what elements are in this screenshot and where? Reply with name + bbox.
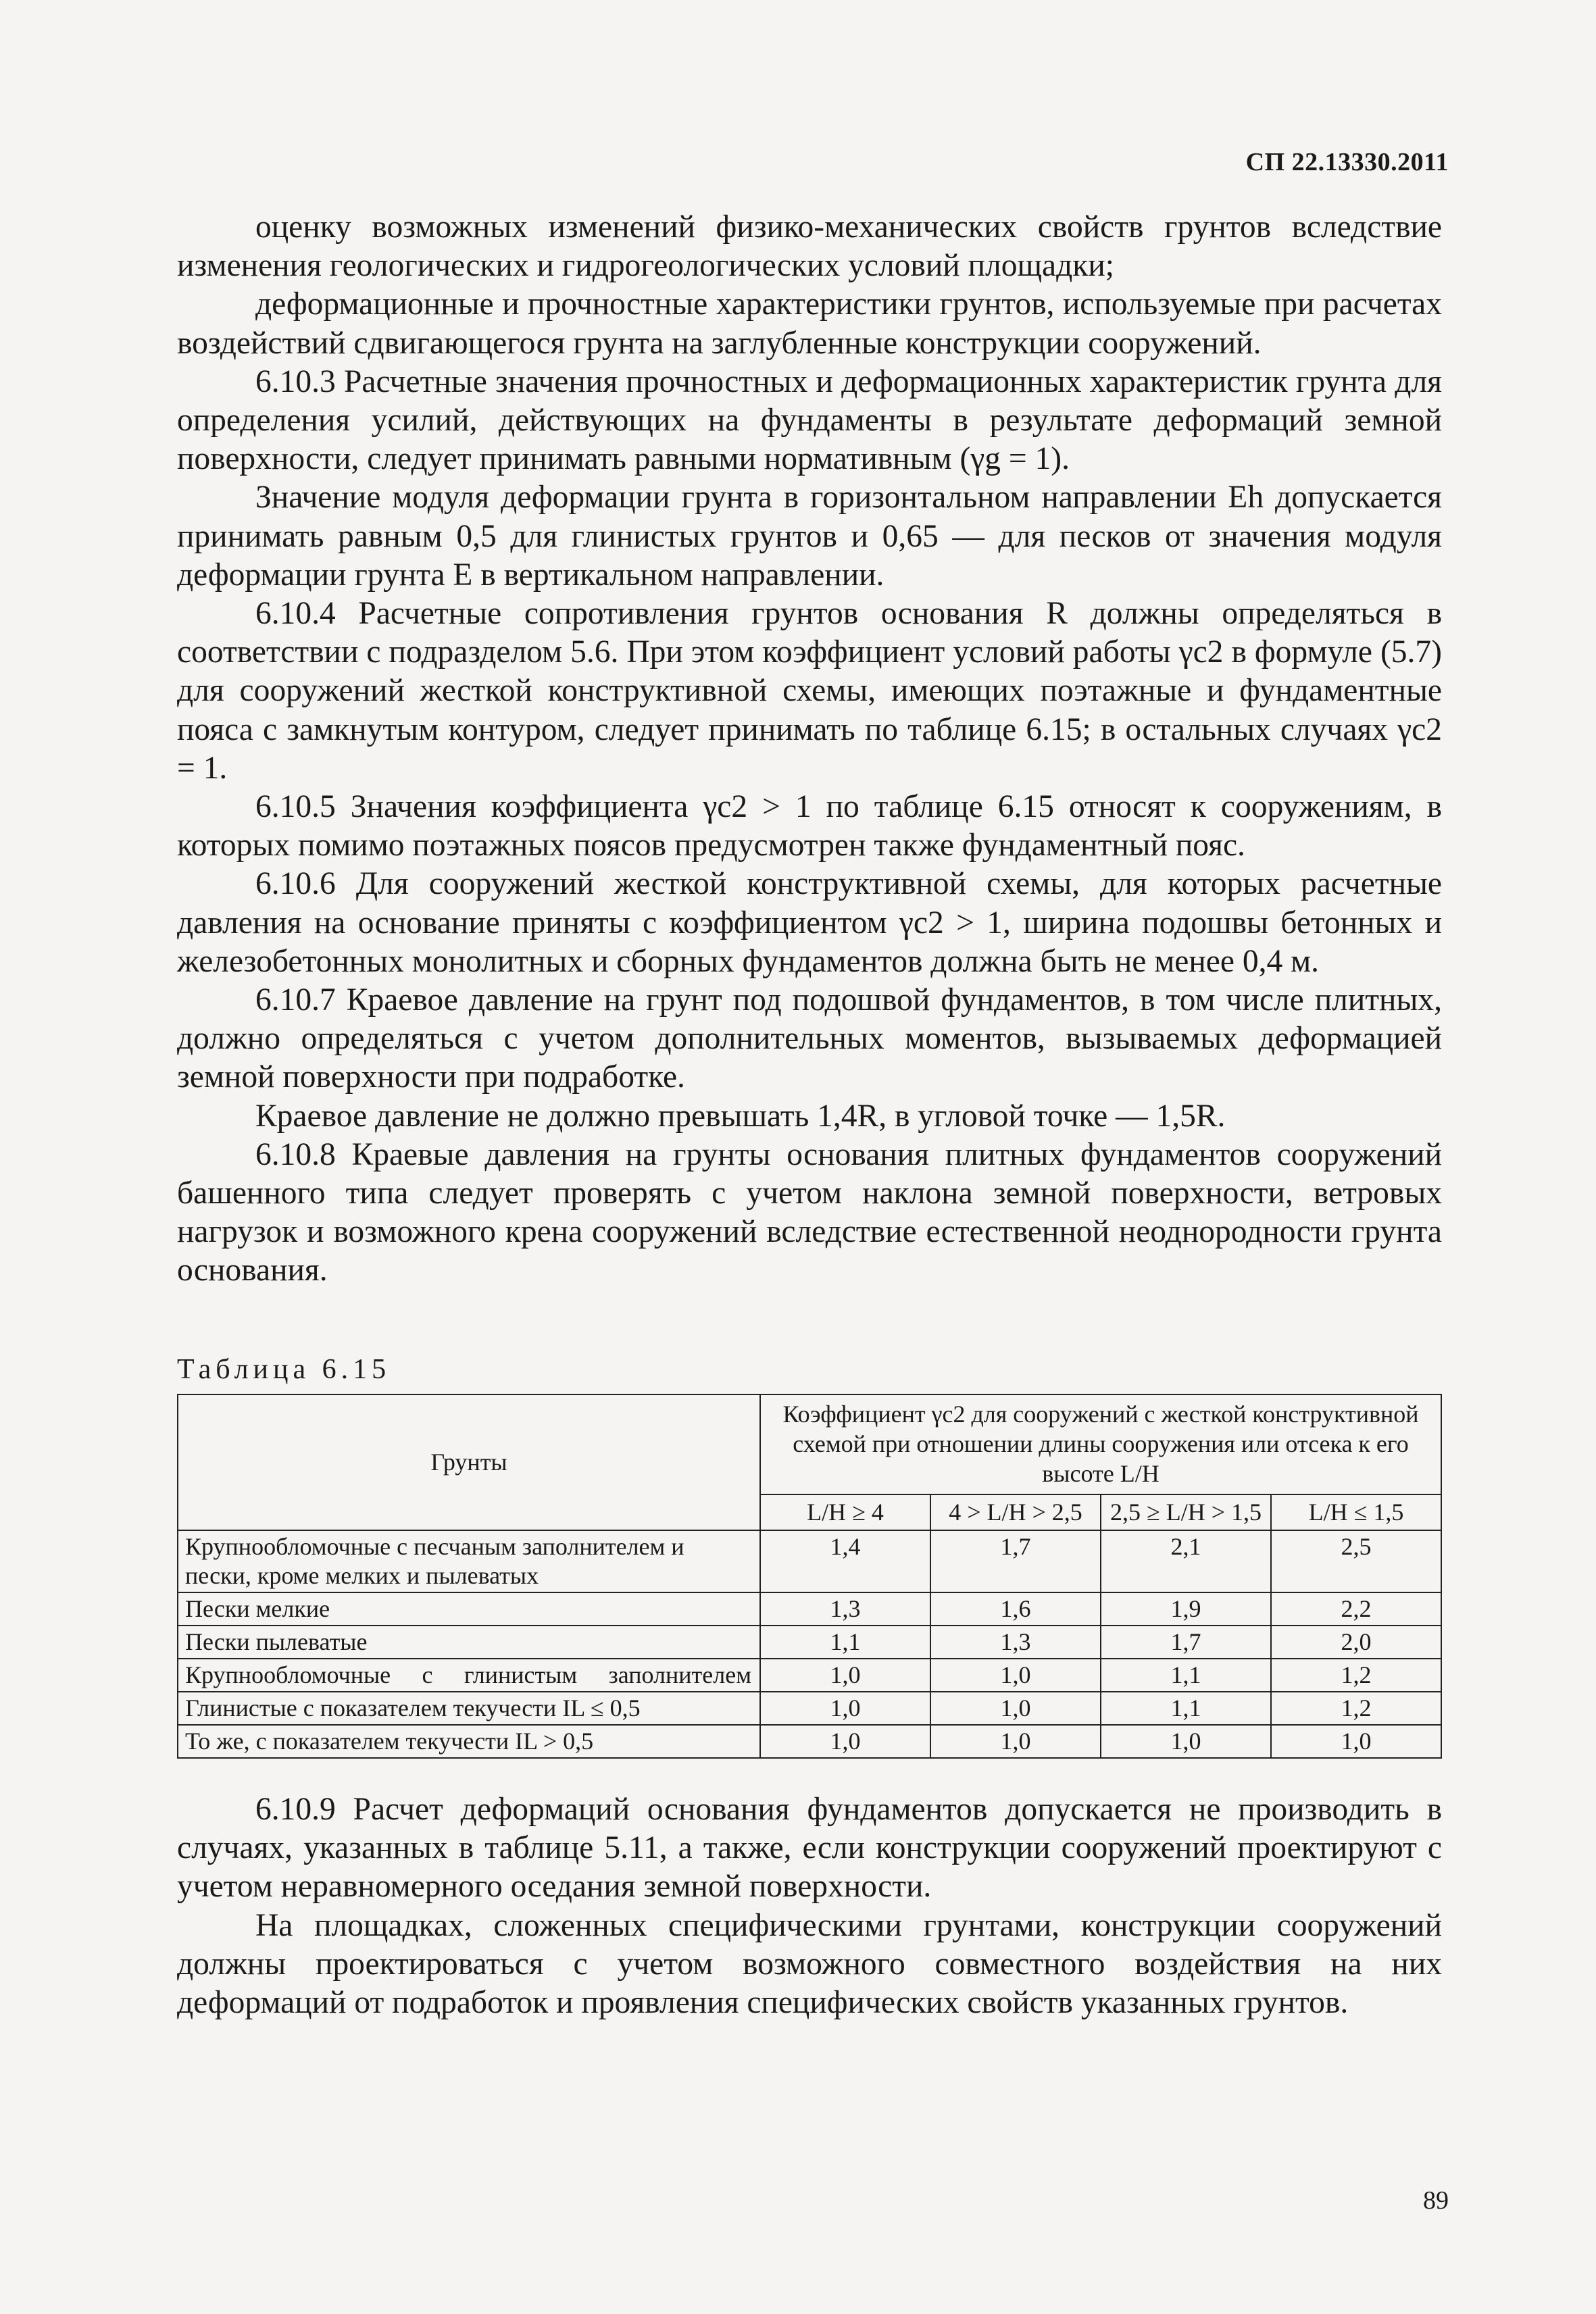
paragraph: оценку возможных изменений физико-механических свойств грунтов вследствие изменения геологических и гидрогеологических условий площадки; bbox=[177, 209, 1442, 284]
table-row bbox=[178, 1530, 1441, 1592]
coefficient-cell: 2,0 bbox=[1271, 1626, 1441, 1659]
coefficient-cell: 1,0 bbox=[930, 1659, 1101, 1692]
body-text-after-table bbox=[177, 1790, 1442, 2022]
paragraph: 6.10.3 Расчетные значения прочностных и деформационных характеристик грунта для определения усилий, действующих на фундаменты в результате деформаций земной поверхности, следует принимать равными нормативным (γg = 1). bbox=[177, 363, 1442, 477]
paragraph: деформационные и прочностные характеристики грунтов, используемые при расчетах воздействий сдвигающегося грунта на заглубленные конструкции сооружений. bbox=[177, 286, 1442, 361]
table-caption: Таблица 6.15 bbox=[177, 1354, 391, 1385]
paragraph: 6.10.6 Для сооружений жесткой конструктивной схемы, для которых расчетные давления на основание приняты с коэффициентом γc2 > 1, ширина подошвы бетонных и железобетонных монолитных и сборных фундаментов должна быть не менее 0,4 м. bbox=[177, 866, 1442, 979]
coefficient-cell: 1,0 bbox=[1271, 1725, 1441, 1758]
coefficient-cell: 1,0 bbox=[760, 1692, 930, 1725]
ratio-column-header: 2,5 ≥ L/H > 1,5 bbox=[1101, 1494, 1271, 1530]
coefficient-cell: 1,0 bbox=[930, 1725, 1101, 1758]
coefficient-cell: 1,7 bbox=[1101, 1626, 1271, 1659]
table-row bbox=[178, 1592, 1441, 1626]
soil-name-cell: Пески мелкие bbox=[178, 1592, 760, 1626]
coefficient-cell: 1,4 bbox=[760, 1530, 930, 1592]
table-row bbox=[178, 1626, 1441, 1659]
soil-name-cell: То же, с показателем текучести IL > 0,5 bbox=[178, 1725, 760, 1758]
paragraph: 6.10.8 Краевые давления на грунты основания плитных фундаментов сооружений башенного типа следует проверять с учетом наклона земной поверхности, ветровых нагрузок и возможного крена сооружений вследствие естественной неоднородности грунта основания. bbox=[177, 1136, 1442, 1288]
coefficient-cell: 2,1 bbox=[1101, 1530, 1271, 1592]
coefficient-cell: 1,2 bbox=[1271, 1692, 1441, 1725]
coefficient-cell: 1,2 bbox=[1271, 1659, 1441, 1692]
coefficient-cell: 1,0 bbox=[930, 1692, 1101, 1725]
coefficient-cell: 1,1 bbox=[760, 1626, 930, 1659]
table-row bbox=[178, 1692, 1441, 1725]
paragraph: Значение модуля деформации грунта в горизонтальном направлении Eh допускается принимать равным 0,5 для глинистых грунтов и 0,65 — для песков от значения модуля деформации грунта E в вертикальном направлении. bbox=[177, 480, 1442, 593]
body-text bbox=[177, 208, 1442, 1290]
paragraph: 6.10.5 Значения коэффициента γc2 > 1 по таблице 6.15 относят к сооружениям, в которых помимо поэтажных поясов предусмотрен также фундаментный пояс. bbox=[177, 789, 1442, 863]
ratio-column-header: 4 > L/H > 2,5 bbox=[930, 1494, 1101, 1530]
coefficient-cell: 1,1 bbox=[1101, 1659, 1271, 1692]
standard-code: СП 22.13330.2011 bbox=[1245, 148, 1449, 176]
soil-name-cell: Крупнообломочные с песчаным заполнителем и пески, кроме мелких и пылеватых bbox=[178, 1530, 760, 1592]
coefficient-cell: 2,2 bbox=[1271, 1592, 1441, 1626]
coefficient-cell: 2,5 bbox=[1271, 1530, 1441, 1592]
soil-column-header: Грунты bbox=[178, 1394, 760, 1530]
page-number: 89 bbox=[1423, 2186, 1449, 2215]
coefficient-cell: 1,9 bbox=[1101, 1592, 1271, 1626]
coefficient-cell: 1,0 bbox=[1101, 1725, 1271, 1758]
coefficient-cell: 1,6 bbox=[930, 1592, 1101, 1626]
paragraph: 6.10.7 Краевое давление на грунт под подошвой фундаментов, в том числе плитных, должно определяться с учетом дополнительных моментов, вызываемых деформацией земной поверхности при подработке. bbox=[177, 982, 1442, 1095]
coefficient-cell: 1,1 bbox=[1101, 1692, 1271, 1725]
coefficient-cell: 1,3 bbox=[930, 1626, 1101, 1659]
coefficient-cell: 1,0 bbox=[760, 1725, 930, 1758]
table-row bbox=[178, 1725, 1441, 1758]
paragraph: 6.10.4 Расчетные сопротивления грунтов основания R должны определяться в соответствии с подразделом 5.6. При этом коэффициент условий работы γc2 в формуле (5.7) для сооружений жесткой конструктивной схемы, имеющих поэтажные и фундаментные пояса с замкнутым контуром, следует принимать по таблице 6.15; в остальных случаях γc2 = 1. bbox=[177, 596, 1442, 786]
soil-coefficient-table bbox=[177, 1394, 1442, 1759]
table-row bbox=[178, 1659, 1441, 1692]
coefficient-cell: 1,3 bbox=[760, 1592, 930, 1626]
paragraph: На площадках, сложенных специфическими грунтами, конструкции сооружений должны проектироваться с учетом возможного совместного воздействия на них деформаций от подработок и проявления специфических свойств указанных грунтов. bbox=[177, 1907, 1442, 2021]
soil-name-cell: Крупнообломочные с глинистым заполнителем bbox=[178, 1659, 760, 1692]
paragraph: Краевое давление не должно превышать 1,4R, в угловой точке — 1,5R. bbox=[255, 1098, 1226, 1134]
paragraph: 6.10.9 Расчет деформаций основания фундаментов допускается не производить в случаях, указанных в таблице 5.11, а также, если конструкции сооружений проектируют с учетом неравномерного оседания земной поверхности. bbox=[177, 1792, 1442, 1905]
ratio-column-header: L/H ≥ 4 bbox=[760, 1494, 930, 1530]
coefficient-group-header: Коэффициент γc2 для сооружений с жесткой конструктивной схемой при отношении длины сооружения или отсека к его высоте L/H bbox=[760, 1394, 1441, 1494]
soil-name-cell: Пески пылеватые bbox=[178, 1626, 760, 1659]
coefficient-cell: 1,0 bbox=[760, 1659, 930, 1692]
soil-name-cell: Глинистые с показателем текучести IL ≤ 0,5 bbox=[178, 1692, 760, 1725]
coefficient-cell: 1,7 bbox=[930, 1530, 1101, 1592]
ratio-column-header: L/H ≤ 1,5 bbox=[1271, 1494, 1441, 1530]
